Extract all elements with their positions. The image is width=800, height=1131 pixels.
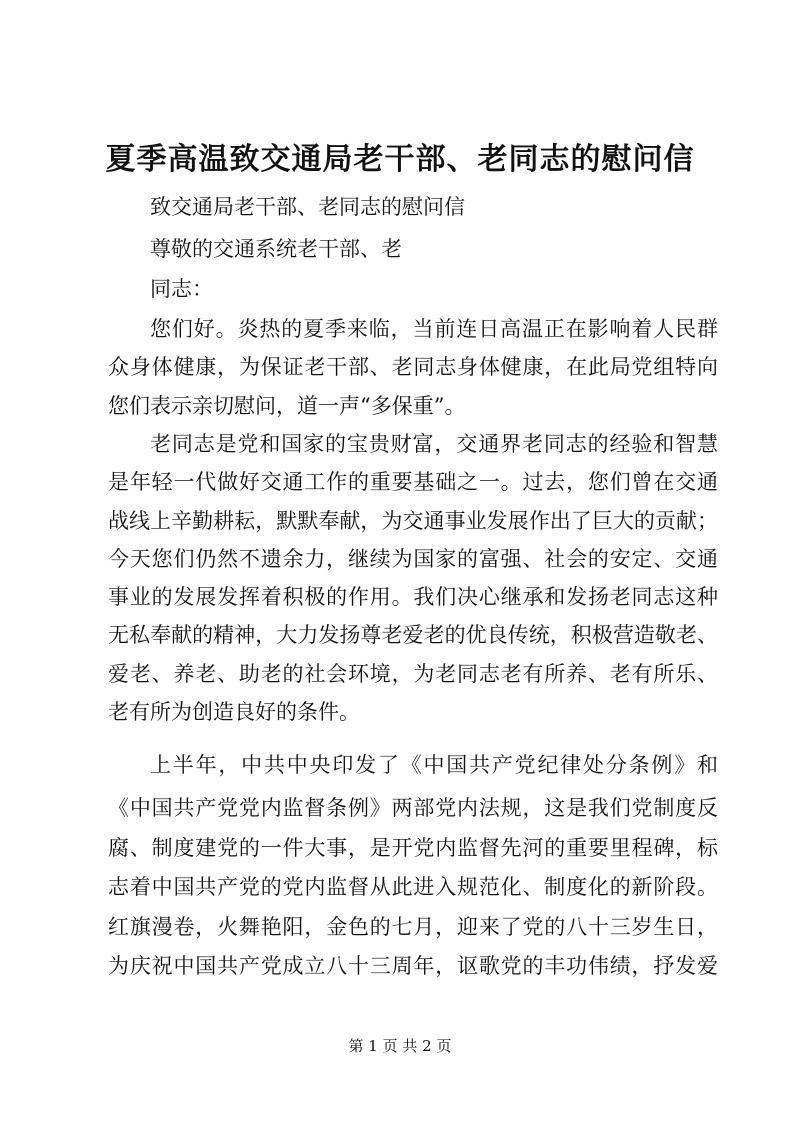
body-line: 老有所为创造良好的条件。 [108, 700, 360, 724]
body-line: 是年轻一代做好交通工作的重要基础之一。过去，您们曾在交通 [108, 470, 718, 494]
body-line: 同志： [150, 277, 213, 301]
body-line: 腐、制度建党的一件大事，是开党内监督先河的重要里程碑，标 [108, 836, 718, 860]
body-line: 《中国共产党党内监督条例》两部党内法规，这是我们党制度反 [108, 796, 718, 820]
body-line: 尊敬的交通系统老干部、老 [150, 237, 402, 261]
body-line: 战线上辛勤耕耘，默默奉献，为交通事业发展作出了巨大的贡献； [108, 509, 718, 533]
body-line: 无私奉献的精神，大力发扬尊老爱老的优良传统，积极营造敬老、 [108, 623, 718, 647]
body-line: 今天您们仍然不遗余力，继续为国家的富强、社会的安定、交通 [108, 547, 718, 571]
body-line: 志着中国共产党的党内监督从此进入规范化、制度化的新阶段。 [108, 875, 718, 899]
body-line: 众身体健康，为保证老干部、老同志身体健康，在此局党组特向 [108, 355, 718, 379]
page-number-footer: 第 1 页 共 2 页 [348, 1037, 452, 1055]
body-line: 致交通局老干部、老同志的慰问信 [150, 195, 465, 219]
page-title: 夏季高温致交通局老干部、老同志的慰问信 [105, 142, 695, 177]
body-line: 您们表示亲切慰问，道一声“多保重”。 [108, 394, 466, 418]
body-line: 红旗漫卷，火舞艳阳，金色的七月，迎来了党的八十三岁生日， [108, 915, 718, 939]
body-line: 为庆祝中国共产党成立八十三周年，讴歌党的丰功伟绩，抒发爱 [108, 954, 718, 978]
body-line: 事业的发展发挥着积极的作用。我们决心继承和发扬老同志这种 [108, 585, 718, 609]
body-line: 您们好。炎热的夏季来临，当前连日高温正在影响着人民群 [150, 317, 718, 341]
body-line: 老同志是党和国家的宝贵财富，交通界老同志的经验和智慧 [150, 432, 718, 456]
body-line: 上半年，中共中央印发了《中国共产党纪律处分条例》和 [150, 753, 718, 777]
body-line: 爱老、养老、助老的社会环境，为老同志老有所养、老有所乐、 [108, 662, 718, 686]
